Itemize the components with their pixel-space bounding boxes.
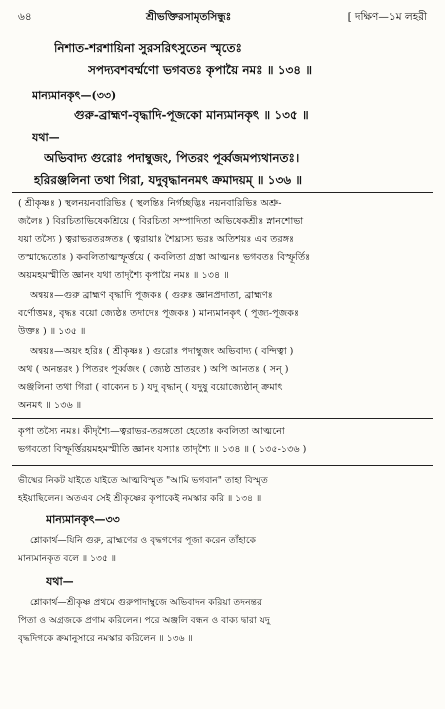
translation-line: বৃদ্ধদিগকে ক্রমানুসারে নমস্কার করিলেন ॥ ১৩৬ ॥ <box>18 633 193 644</box>
prose-134-line: কৃপা তস্যৈ নমঃ। কীদৃশ্যৈ—ত্বরাভর-তরঙ্গতো হেতোঃ কবলিতা আত্মনো <box>18 426 285 437</box>
translation-line: মান্যমানকৃত বলে ॥ ১৩৫ ॥ <box>18 553 117 564</box>
commentary-line: বর্ণোত্তমঃ, বৃদ্ধঃ বয়ো জ্যেষ্ঠঃ তদাদেঃ পূজকঃ ) মান্যমানকৃৎ ( পূজ্য-পূজকঃ <box>18 308 300 319</box>
book-title: শ্রীভক্তিরসামৃতসিন্ধুঃ <box>146 11 232 23</box>
page-number: ৬৪ <box>18 11 32 23</box>
commentary-line: অয়মহমস্মীতি জ্ঞানং যথা তাদৃশ্যৈ কৃপায়ৈ নমঃ ॥ ১৩৪ ॥ <box>18 270 229 281</box>
translation-heading: মান্যমানকৃৎ—৩৩ <box>46 513 120 526</box>
translation-line: ভীষ্মের নিকট যাইতে যাইতে আত্মবিস্মৃত "আমি ভগবান" তাহা বিস্মৃত <box>18 475 268 486</box>
commentary-line: অঞ্জলিনা তথা গিরা ( বাক্যেন চ ) যদু বৃদ্ধান্ ( যদুষু বয়োজ্যেষ্ঠান্ ক্রমাৎ <box>18 382 283 393</box>
verse-134-line-1: নিশাত-শরশায়িনা সুরসরিৎসুতেন স্মৃতেঃ <box>54 41 242 55</box>
anvaya-135-line: অন্বয়ঃ—গুরু ব্রাহ্মণ বৃদ্ধাদি পূজকঃ ( গুরুঃ জ্ঞানপ্রদাতা, ব্রাহ্মণঃ <box>30 290 273 301</box>
translation-line: শ্লোকার্থ—শ্রীকৃষ্ণ প্রথমে গুরুপাদাম্বুজে অভিবাদন করিয়া তদনন্তর <box>30 597 262 608</box>
translation-line: শ্লোকার্থ—যিনি গুরু, ব্রাহ্মণের ও বৃদ্ধগণের পূজা করেন তাঁহাকে <box>30 535 257 546</box>
commentary-line: তস্মাদ্ধেতোঃ ) কবলিতাত্মস্ফূর্ত্তয়ে ( কবলিতা গ্রস্তা আত্মনঃ ভগবতঃ বিস্ফূর্তিঃ <box>18 252 311 263</box>
divider <box>12 192 433 193</box>
section-heading-manyamanakrit: মান্যমানকৃৎ—(৩৩) <box>32 89 117 102</box>
verse-136-line-1: অভিবাদ্য গুরোঃ পদাম্বুজং, পিতরং পূর্ব্বজমপ্যথানতঃ। <box>44 151 300 165</box>
commentary-line: জলৈঃ ) বিরচিতাভিষেকশ্রিয়ে ( বিরচিতা সম্পাদিতা অভিষেকশ্রীঃ স্নানশোভা <box>18 216 304 227</box>
commentary-line: অনমৎ ॥ ১৩৬ ॥ <box>18 400 82 411</box>
yatha-label: যথা— <box>32 131 60 144</box>
divider <box>12 418 433 419</box>
anvaya-136-line: অন্বয়ঃ—অয়ং হরিঃ ( শ্রীকৃষ্ণঃ ) গুরোঃ পদাম্বুজং অভিবাদ্য ( বন্দিত্বা ) <box>30 346 294 357</box>
verse-136-line-2: হরিরঞ্জলিনা তথা গিরা, যদুবৃদ্ধাননমৎ ক্রমাদয়ম্ ॥ ১৩৬ ॥ <box>34 173 303 187</box>
commentary-line: যয়া তস্যৈ ) ত্বরাভরতরঙ্গতঃ ( ত্বরায়াঃ শৈঘ্র্যস্য ভরঃ অতিশয়ঃ এব তরঙ্গঃ <box>18 234 295 245</box>
translation-yatha: যথা— <box>46 575 74 588</box>
translation-line: পিতা ও অগ্রজকে প্রণাম করিলেন। পরে অঞ্জলি বন্ধন ও বাক্য দ্বারা যদু <box>18 615 270 626</box>
translation-line: হইয়াছিলেন। অতএব সেই শ্রীকৃষ্ণের কৃপাকেই নমস্কার করি ॥ ১৩৪ ॥ <box>18 493 262 504</box>
divider <box>12 465 433 466</box>
verse-135: গুরু-ব্রাহ্মণ-বৃদ্ধাদি-পূজকো মান্যমানকৃৎ ॥ ১৩৫ ॥ <box>74 108 309 122</box>
commentary-line: উক্তঃ ) ॥ ১৩৫ ॥ <box>18 326 86 337</box>
verse-134-line-2: সপদ্যবশবর্ম্মণো ভগবতঃ কৃপায়ৈ নমঃ ॥ ১৩৪ ॥ <box>88 63 313 77</box>
commentary-line: ( শ্রীকৃষ্ণঃ ) স্থলনয়নবারিভিঃ ( স্থলন্তিঃ নির্গচ্ছদ্ভিঃ নয়নবারিভিঃ অশ্রু- <box>18 198 282 209</box>
running-header <box>18 10 427 26</box>
section-label: [ দক্ষিণ—১ম লহরী <box>347 11 427 23</box>
prose-134-line: ভগবতো বিস্ফূর্ত্তিরয়মহমস্মীতি জ্ঞানং যস্যাঃ তাদৃশ্যৈ ॥ ১৩৪ ॥ ( ১৩৫-১৩৬ ) <box>18 444 307 455</box>
commentary-line: অথ ( অনন্তরং ) পিতরং পূর্ব্বজং ( জ্যেষ্ঠ ভ্রাতরং ) অপি আনতঃ ( সন্ ) <box>18 364 289 375</box>
